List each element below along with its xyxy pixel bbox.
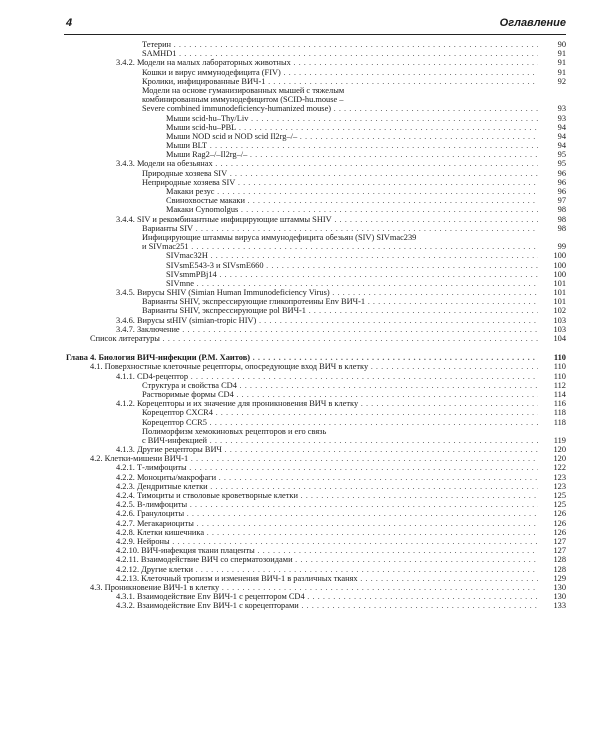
- toc-entry[interactable]: [66, 49, 566, 58]
- toc-entry-title: 4.2.5. В-лимфоциты . . .: [116, 500, 538, 509]
- toc-entry-title: 3.4.3. Модели на обезьянах . . .: [116, 159, 538, 168]
- toc-entry[interactable]: [66, 306, 566, 315]
- toc-entry-title: 4.1.1. CD4-рецептор . . .: [116, 372, 538, 381]
- toc-entry[interactable]: [66, 261, 566, 270]
- toc-entry-title: Макаки резус . . .: [166, 187, 538, 196]
- toc-entry-title: Корецептор CCR5 . . .: [142, 418, 538, 427]
- toc-entry[interactable]: [66, 104, 566, 113]
- toc-entry-page: 91: [540, 68, 566, 77]
- toc-entry[interactable]: [66, 537, 566, 546]
- toc-entry[interactable]: [66, 372, 566, 381]
- toc-entry-title: 4.2.7. Мегакариоциты . . .: [116, 519, 538, 528]
- toc-entry-page: 122: [540, 463, 566, 472]
- toc-entry-page: 127: [540, 537, 566, 546]
- toc-entry-page: 93: [540, 104, 566, 113]
- toc-entry-title: Варианты SIV . . .: [142, 224, 538, 233]
- toc-entry-page: 94: [540, 123, 566, 132]
- toc-entry-page: 118: [540, 418, 566, 427]
- toc-entry-page: 100: [540, 251, 566, 260]
- toc-entry-page: 128: [540, 555, 566, 564]
- toc-entry[interactable]: [66, 58, 566, 67]
- toc-entry-page: 129: [540, 574, 566, 583]
- toc-entry-page: 116: [540, 399, 566, 408]
- toc-entry-title: 4.2.9. Нейроны . . .: [116, 537, 538, 546]
- toc-entry[interactable]: [66, 601, 566, 610]
- toc-entry[interactable]: [66, 251, 566, 260]
- toc-entry[interactable]: [66, 491, 566, 500]
- toc-entry-title: 4.2.12. Другие клетки . . .: [116, 565, 538, 574]
- toc-entry[interactable]: [66, 114, 566, 123]
- toc-entry-title: 4.2.4. Тимоциты и стволовые кроветворные клетки . . .: [116, 491, 538, 500]
- toc-entry[interactable]: [66, 519, 566, 528]
- toc-entry-title: Корецептор CXCR4 . . .: [142, 408, 538, 417]
- toc-entry-page: 123: [540, 473, 566, 482]
- toc-entry[interactable]: [66, 68, 566, 77]
- toc-entry-title: Неприродные хозяева SIV . . .: [142, 178, 538, 187]
- toc-entry-page: 119: [540, 436, 566, 445]
- toc-entry-page: 126: [540, 509, 566, 518]
- toc-entry[interactable]: [66, 500, 566, 509]
- toc-entry-page: 127: [540, 546, 566, 555]
- toc-entry-page: 110: [540, 353, 566, 362]
- toc-entry-page: 133: [540, 601, 566, 610]
- header-rule: [64, 34, 566, 35]
- toc-entry[interactable]: [66, 418, 566, 427]
- toc-entry-title: Природные хозяева SIV . . .: [142, 169, 538, 178]
- table-of-contents: [66, 40, 566, 610]
- toc-entry-page: 123: [540, 482, 566, 491]
- toc-entry[interactable]: [66, 233, 566, 242]
- toc-entry-title: Мыши NOD scid и NOD scid Il2rg–/– . . .: [166, 132, 538, 141]
- toc-entry-page: 101: [540, 279, 566, 288]
- toc-entry[interactable]: [66, 196, 566, 205]
- toc-entry-title: 4.2.13. Клеточный тропизм и изменения ВИЧ-1 в различных тканях . . .: [116, 574, 538, 583]
- toc-entry-page: 100: [540, 270, 566, 279]
- toc-entry-page: 95: [540, 159, 566, 168]
- toc-entry-title: Severe combined immunodeficiency-humanized mouse) . . .: [142, 104, 538, 113]
- toc-entry[interactable]: [66, 574, 566, 583]
- toc-entry-title: Свинохвостые макаки . . .: [166, 196, 538, 205]
- toc-entry-page: 101: [540, 288, 566, 297]
- toc-entry-title: 4.2.11. Взаимодействие ВИЧ со сперматозоидами . . .: [116, 555, 538, 564]
- toc-entry-title: SIVsmE543-3 и SIVsmE660 . . .: [166, 261, 538, 270]
- toc-entry-page: 103: [540, 316, 566, 325]
- toc-entry-title: Полиморфизм хемокиновых рецепторов и его связь: [142, 426, 327, 436]
- toc-entry-page: 125: [540, 491, 566, 500]
- toc-entry-page: 114: [540, 390, 566, 399]
- toc-entry-title: Варианты SHIV, экспрессирующие pol ВИЧ-1 . . .: [142, 306, 538, 315]
- toc-entry[interactable]: [66, 583, 566, 592]
- page-header: [0, 0, 600, 36]
- toc-entry-page: 110: [540, 362, 566, 371]
- toc-entry[interactable]: [66, 95, 566, 104]
- toc-entry-title: Кошки и вирус иммунодефицита (FIV) . . .: [142, 68, 538, 77]
- toc-entry-title: Модели на основе гуманизированных мышей с тяжелым: [142, 85, 345, 95]
- toc-entry-title: 4.2. Клетки-мишени ВИЧ-1 . . .: [90, 454, 538, 463]
- toc-entry[interactable]: [66, 565, 566, 574]
- toc-entry[interactable]: [66, 427, 566, 436]
- toc-entry-title: 3.4.6. Вирусы stHIV (simian-tropic HIV) . . .: [116, 316, 538, 325]
- toc-entry-page: 98: [540, 215, 566, 224]
- toc-entry[interactable]: [66, 592, 566, 601]
- page-number: 4: [66, 17, 73, 29]
- toc-entry-page: 125: [540, 500, 566, 509]
- toc-entry-page: 90: [540, 40, 566, 49]
- toc-entry-title: Структура и свойства CD4 . . .: [142, 381, 538, 390]
- toc-entry[interactable]: [66, 463, 566, 472]
- toc-entry-page: 110: [540, 372, 566, 381]
- toc-entry-title: 4.2.1. Т-лимфоциты . . .: [116, 463, 538, 472]
- toc-entry-title: 3.4.5. Вирусы SHIV (Simian Human Immunodeficiency Virus) . . .: [116, 288, 538, 297]
- toc-chapter-entry[interactable]: [66, 353, 566, 362]
- toc-entry-title: Тетерин . . .: [142, 40, 538, 49]
- toc-entry-page: 91: [540, 49, 566, 58]
- toc-entry-page: 95: [540, 150, 566, 159]
- toc-entry-title: Мыши BLT . . .: [166, 141, 538, 150]
- toc-entry[interactable]: [66, 86, 566, 95]
- toc-entry-page: 118: [540, 408, 566, 417]
- toc-entry[interactable]: [66, 546, 566, 555]
- toc-entry-title: 3.4.4. SIV и рекомбинантные инфицирующие штаммы SHIV . . .: [116, 215, 538, 224]
- toc-entry[interactable]: [66, 150, 566, 159]
- toc-entry-title: 4.2.10. ВИЧ-инфекция ткани плаценты . . .: [116, 546, 538, 555]
- toc-entry-title: Макаки Cynomolgus . . .: [166, 205, 538, 214]
- toc-entry-title: Мыши Rag2–/–Il2rg–/– . . .: [166, 150, 538, 159]
- toc-entry[interactable]: [66, 509, 566, 518]
- toc-entry-page: 96: [540, 178, 566, 187]
- toc-entry-page: 96: [540, 169, 566, 178]
- toc-entry[interactable]: [66, 528, 566, 537]
- toc-entry[interactable]: [66, 390, 566, 399]
- toc-entry[interactable]: [66, 178, 566, 187]
- section-title: Оглавление: [499, 17, 566, 29]
- toc-entry[interactable]: [66, 40, 566, 49]
- toc-entry[interactable]: [66, 362, 566, 371]
- toc-entry-title: комбинированным иммунодефицитом (SCID-hu.mouse –: [142, 95, 344, 105]
- toc-entry-page: 128: [540, 565, 566, 574]
- toc-entry-page: 120: [540, 454, 566, 463]
- toc-entry-page: 98: [540, 224, 566, 233]
- toc-entry-title: Глава 4. Биология ВИЧ-инфекции (Р.М. Хаитов) . . .: [66, 353, 538, 362]
- toc-entry[interactable]: [66, 215, 566, 224]
- toc-entry-title: SAMHD1 . . .: [142, 49, 538, 58]
- toc-entry-title: SIVmne . . .: [166, 279, 538, 288]
- toc-entry-page: 93: [540, 114, 566, 123]
- toc-entry-title: 4.3.2. Взаимодействие Env ВИЧ-1 с корецепторами . . .: [116, 601, 538, 610]
- toc-entry[interactable]: [66, 445, 566, 454]
- toc-entry-title: 3.4.7. Заключение . . .: [116, 325, 538, 334]
- toc-entry-page: 94: [540, 132, 566, 141]
- toc-entry-title: Список литературы . . .: [90, 334, 538, 343]
- toc-entry[interactable]: [66, 169, 566, 178]
- toc-entry[interactable]: [66, 408, 566, 417]
- toc-entry-page: 91: [540, 58, 566, 67]
- toc-entry[interactable]: [66, 473, 566, 482]
- toc-entry-title: Растворимые формы CD4 . . .: [142, 390, 538, 399]
- toc-entry-page: 130: [540, 592, 566, 601]
- toc-entry-title: Мыши scid-hu–PBL . . .: [166, 123, 538, 132]
- toc-entry-title: 4.2.6. Гранулоциты . . .: [116, 509, 538, 518]
- toc-entry[interactable]: [66, 270, 566, 279]
- toc-entry-page: 130: [540, 583, 566, 592]
- toc-entry-page: 97: [540, 196, 566, 205]
- toc-entry-title: 4.1.3. Другие рецепторы ВИЧ . . .: [116, 445, 538, 454]
- toc-entry-title: Кролики, инфицированные ВИЧ-1 . . .: [142, 77, 538, 86]
- toc-entry-page: 96: [540, 187, 566, 196]
- toc-entry[interactable]: [66, 555, 566, 564]
- toc-entry[interactable]: [66, 159, 566, 168]
- toc-entry-page: 102: [540, 306, 566, 315]
- toc-entry[interactable]: [66, 325, 566, 334]
- toc-entry-title: 3.4.2. Модели на малых лабораторных животных . . .: [116, 58, 538, 67]
- toc-entry[interactable]: [66, 288, 566, 297]
- toc-entry-page: 104: [540, 334, 566, 343]
- toc-entry[interactable]: [66, 77, 566, 86]
- toc-entry-title: 4.1.2. Корецепторы и их значение для проникновения ВИЧ в клетку . . .: [116, 399, 538, 408]
- toc-entry[interactable]: [66, 279, 566, 288]
- toc-entry[interactable]: [66, 482, 566, 491]
- toc-entry[interactable]: [66, 334, 566, 343]
- toc-entry-title: с ВИЧ-инфекцией . . .: [142, 436, 538, 445]
- toc-entry-page: 126: [540, 519, 566, 528]
- toc-entry-title: SIVsmmPBj14 . . .: [166, 270, 538, 279]
- toc-entry-page: 98: [540, 205, 566, 214]
- toc-entry[interactable]: [66, 205, 566, 214]
- toc-entry-page: 112: [540, 381, 566, 390]
- toc-entry[interactable]: [66, 297, 566, 306]
- toc-entry[interactable]: [66, 242, 566, 251]
- toc-entry-page: 92: [540, 77, 566, 86]
- toc-entry[interactable]: [66, 187, 566, 196]
- toc-entry[interactable]: [66, 123, 566, 132]
- toc-entry-title: 4.3. Проникновение ВИЧ-1 в клетку . . .: [90, 583, 538, 592]
- toc-entry[interactable]: [66, 399, 566, 408]
- toc-entry[interactable]: [66, 132, 566, 141]
- toc-entry-page: 100: [540, 261, 566, 270]
- toc-entry-title: Варианты SHIV, экспрессирующие гликопротеины Env ВИЧ-1 . . .: [142, 297, 538, 306]
- toc-entry-title: 4.3.1. Взаимодействие Env ВИЧ-1 с рецептором CD4 . . .: [116, 592, 538, 601]
- toc-entry[interactable]: [66, 454, 566, 463]
- toc-entry-title: Мыши scid-hu–Thy/Liv . . .: [166, 114, 538, 123]
- toc-entry-page: 99: [540, 242, 566, 251]
- toc-entry-page: 94: [540, 141, 566, 150]
- toc-entry-title: 4.2.8. Клетки кишечника . . .: [116, 528, 538, 537]
- toc-entry-page: 126: [540, 528, 566, 537]
- toc-entry-page: 101: [540, 297, 566, 306]
- toc-entry-title: 4.1. Поверхностные клеточные рецепторы, опосредующие вход ВИЧ в клетку . . .: [90, 362, 538, 371]
- toc-entry[interactable]: [66, 224, 566, 233]
- toc-entry[interactable]: [66, 436, 566, 445]
- toc-entry[interactable]: [66, 381, 566, 390]
- toc-gap: [66, 343, 566, 353]
- toc-entry-title: 4.2.3. Дендритные клетки . . .: [116, 482, 538, 491]
- toc-entry[interactable]: [66, 141, 566, 150]
- toc-entry-page: 120: [540, 445, 566, 454]
- toc-entry-title: 4.2.2. Моноциты/макрофаги . . .: [116, 473, 538, 482]
- toc-entry-title: Инфицирующие штаммы вируса иммунодефицита обезьян (SIV) SIVmac239: [142, 232, 417, 242]
- toc-entry[interactable]: [66, 316, 566, 325]
- toc-entry-page: 103: [540, 325, 566, 334]
- toc-entry-title: и SIVmac251 . . .: [142, 242, 538, 251]
- toc-entry-title: SIVmac32H . . .: [166, 251, 538, 260]
